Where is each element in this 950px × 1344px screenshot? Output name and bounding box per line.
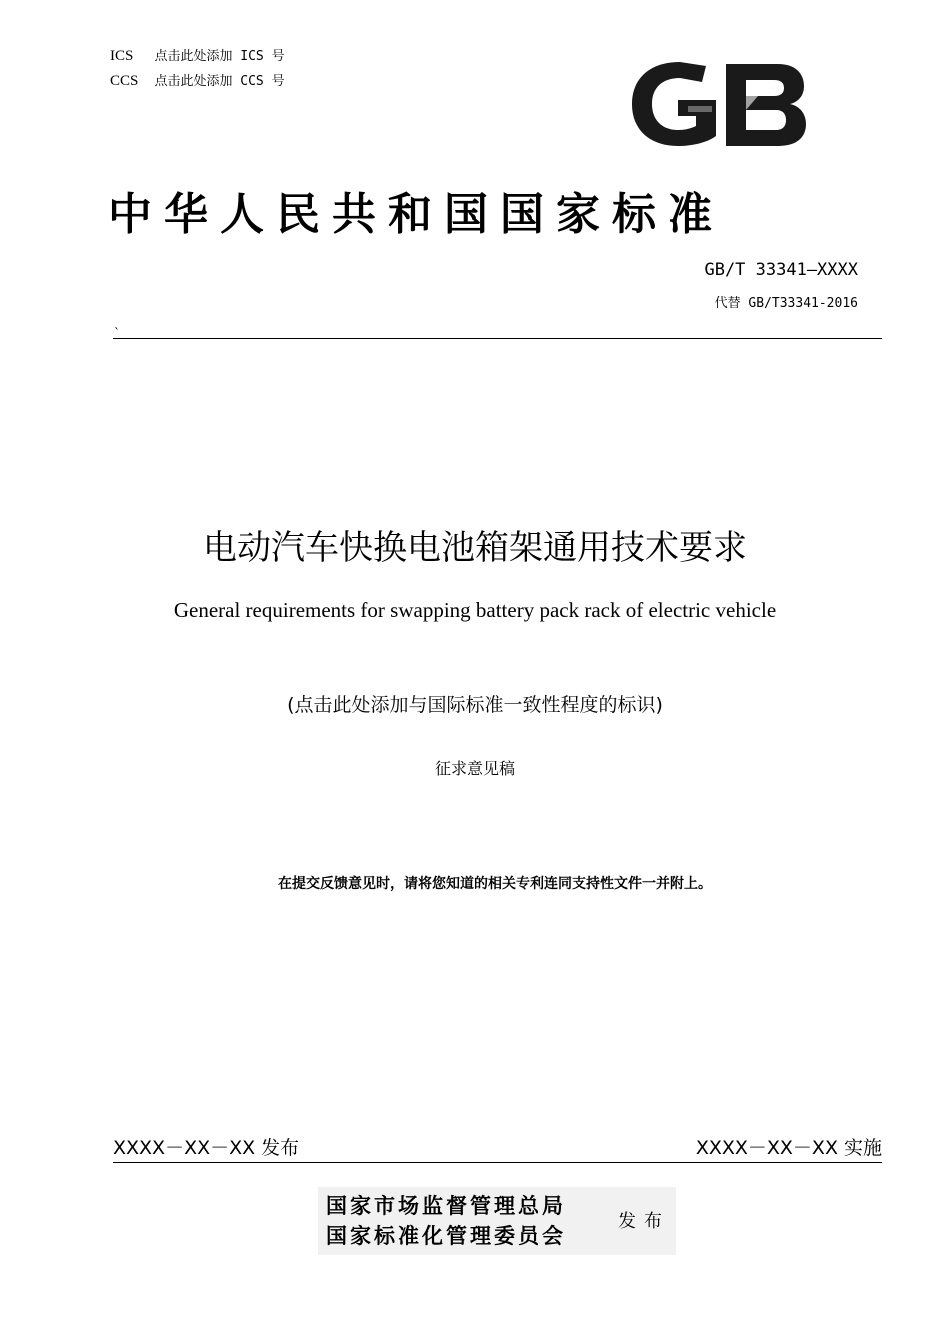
- ccs-value[interactable]: 点击此处添加 CCS 号: [154, 74, 285, 89]
- patent-notice: 在提交反馈意见时，请将您知道的相关专利连同支持性文件一并附上。: [278, 876, 712, 892]
- standard-number: GB/T 33341—XXXX: [704, 260, 858, 280]
- stray-mark: `: [114, 326, 120, 340]
- header-divider: [113, 338, 882, 339]
- classification-codes: [110, 44, 285, 94]
- ccs-line: [110, 69, 285, 94]
- replaces-standard: 代替 GB/T33341-2016: [714, 296, 858, 311]
- document-title-cn: 电动汽车快换电池箱架通用技术要求: [203, 528, 747, 568]
- issuer-line-2: 国家标准化管理委员会: [326, 1223, 566, 1248]
- publish-date: XXXX－XX－XX 发布: [113, 1137, 300, 1159]
- implement-date: XXXX－XX－XX 实施: [695, 1137, 882, 1159]
- gb-logo-icon: [628, 58, 810, 150]
- ics-label: ICS: [110, 48, 134, 64]
- issue-word: 发布: [618, 1211, 670, 1232]
- ccs-label: CCS: [110, 73, 139, 89]
- footer-divider: [113, 1162, 882, 1163]
- ics-line: [110, 44, 285, 69]
- issuer-names: [326, 1191, 566, 1251]
- issuer-line-1: 国家市场监督管理总局: [326, 1193, 566, 1218]
- conformance-placeholder[interactable]: (点击此处添加与国际标准一致性程度的标识): [287, 694, 663, 716]
- draft-status: 征求意见稿: [434, 759, 515, 778]
- ics-value[interactable]: 点击此处添加 ICS 号: [154, 49, 285, 64]
- national-standard-title: 中华人民共和国国家标准: [108, 189, 724, 240]
- document-title-en: General requirements for swapping battery pack rack of electric vehicle: [173, 598, 777, 622]
